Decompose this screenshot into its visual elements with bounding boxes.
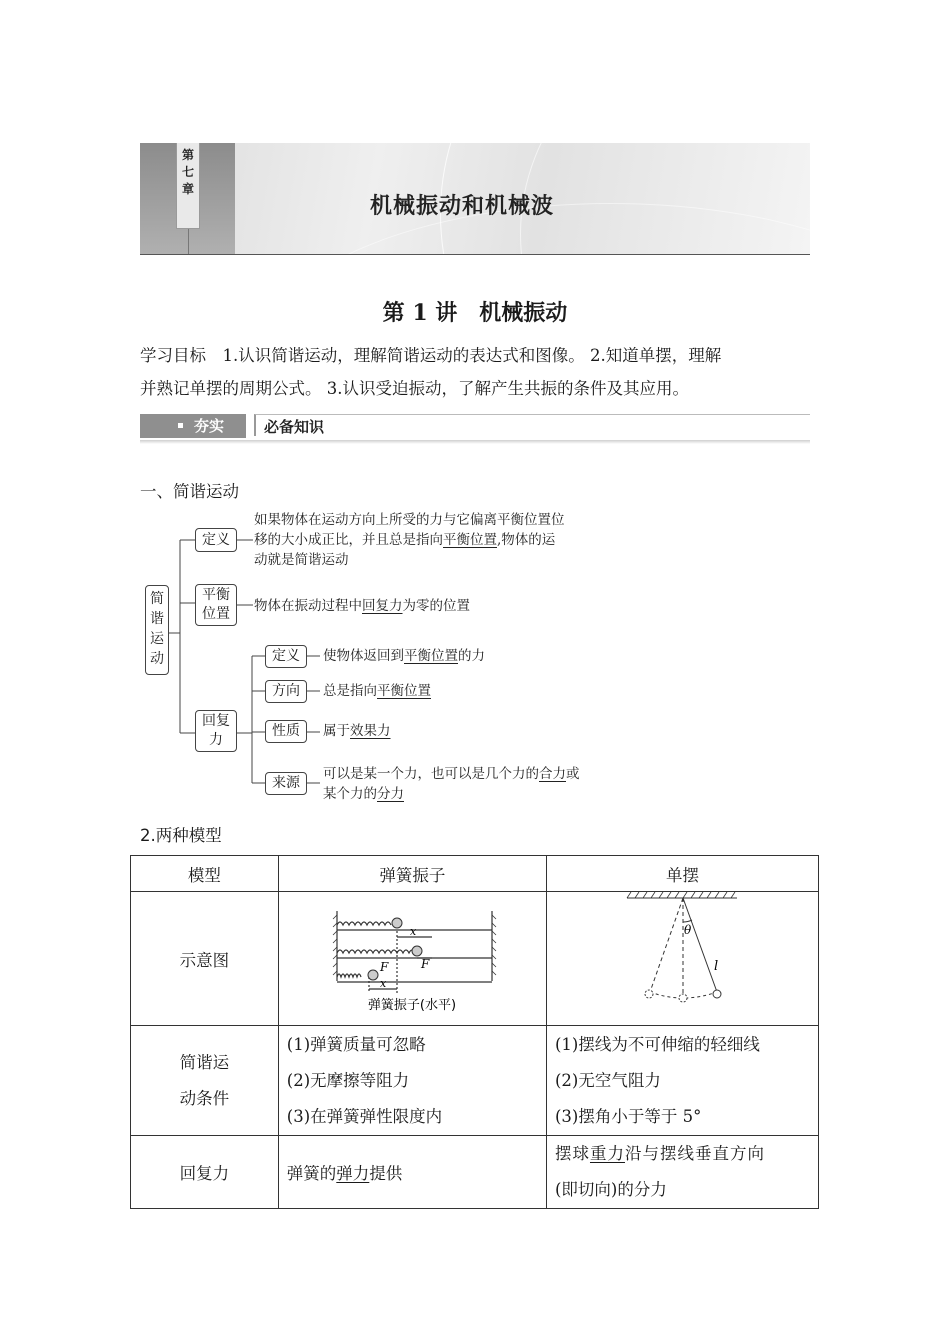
row-label: 示意图 <box>131 892 279 1026</box>
root-char: 运 <box>150 631 164 647</box>
chapter-title: 机械振动和机械波 <box>370 194 555 219</box>
definition-text <box>254 510 624 570</box>
table-row <box>131 892 819 1026</box>
label-l: l <box>713 959 719 974</box>
heading-simple-harmonic: 一、简谐运动 <box>140 482 239 501</box>
root-char: 简 <box>150 591 164 607</box>
equilibrium-text: 物体在振动过程中回复力为零的位置 <box>254 598 470 614</box>
chapter-char: 七 <box>181 165 194 179</box>
rf-nature-text: 属于效果力 <box>323 723 391 739</box>
answer-blank: 重力 <box>589 1144 625 1163</box>
root-node <box>145 585 169 675</box>
node-restoring-force: 回复 力 <box>195 710 237 752</box>
list-item: (1)弹簧质量可忽略 <box>286 1034 426 1054</box>
node-rf-direction: 方向 <box>265 680 307 703</box>
list-item: (3)在弹簧弹性限度内 <box>286 1106 443 1126</box>
banner-tab-line <box>188 229 189 254</box>
node-equilibrium: 平衡 位置 <box>195 584 237 626</box>
objectives-line-1: 学习目标 1.认识简谐运动，理解简谐运动的表达式和图像。 2.知道单摆，理解 <box>140 346 722 365</box>
definition-line: 如果物体在运动方向上所受的力与它偏离平衡位置位 <box>254 512 565 528</box>
header-cell: 弹簧振子 <box>278 856 546 892</box>
table-row <box>131 1136 819 1209</box>
pendulum-diagram-cell <box>546 892 818 1026</box>
section-bar <box>140 414 810 438</box>
node-rf-definition: 定义 <box>265 645 307 668</box>
heading-two-models: 2.两种模型 <box>140 826 222 845</box>
label-x: x <box>410 925 417 938</box>
spring-caption: 弹簧振子(水平) <box>368 998 457 1013</box>
answer-blank: 分力 <box>377 786 404 802</box>
answer-blank: 合力 <box>539 766 566 782</box>
answer-blank: 平衡位置 <box>404 648 458 664</box>
list-item: (1)摆线为不可伸缩的轻细线 <box>554 1034 760 1054</box>
pendulum-diagram <box>547 892 818 1025</box>
label-F: F <box>380 960 389 974</box>
section-shadow <box>140 440 810 444</box>
chapter-char: 章 <box>181 182 194 196</box>
rf-direction-text: 总是指向平衡位置 <box>323 683 431 699</box>
lesson-title: 第 1 讲 机械振动 <box>382 300 568 326</box>
root-char: 动 <box>150 651 164 667</box>
list-item: (2)无空气阻力 <box>554 1070 661 1090</box>
pendulum-force-cell: 摆球重力沿与摆线垂直方向 (即切向)的分力 <box>546 1136 818 1209</box>
row-label: 回复力 <box>131 1136 279 1209</box>
rf-definition-text: 使物体返回到平衡位置的力 <box>323 648 485 664</box>
spring-force-cell: 弹簧的弹力提供 <box>278 1136 546 1209</box>
node-definition: 定义 <box>195 528 237 552</box>
bullet-icon <box>178 423 183 428</box>
chapter-banner <box>140 143 810 255</box>
rf-source-text: 可以是某一个力，也可以是几个力的合力或 某个力的分力 <box>323 766 580 802</box>
pendulum-conditions-cell <box>546 1026 818 1136</box>
section-label: 必备知识 <box>254 414 810 436</box>
node-rf-nature: 性质 <box>265 720 307 743</box>
list-item: (3)摆角小于等于 5° <box>554 1106 702 1126</box>
answer-blank: 平衡位置 <box>443 532 497 548</box>
table-header-row <box>131 856 819 892</box>
chapter-char: 第 <box>181 148 194 162</box>
answer-blank: 效果力 <box>350 723 391 739</box>
section-tag-label: 夯实 <box>194 417 225 435</box>
answer-blank: 平衡位置 <box>377 683 431 699</box>
root-char: 谐 <box>150 611 164 627</box>
definition-line: 动就是简谐运动 <box>254 552 349 568</box>
section-tag <box>140 414 246 438</box>
spring-conditions-cell <box>278 1026 546 1136</box>
list-item: (2)无摩擦等阻力 <box>286 1070 410 1090</box>
spring-diagram-cell <box>278 892 546 1026</box>
header-cell: 模型 <box>131 856 279 892</box>
objectives-line-2: 并熟记单摆的周期公式。 3.认识受迫振动，了解产生共振的条件及其应用。 <box>140 379 689 398</box>
models-table <box>130 855 819 1209</box>
learning-objectives <box>140 339 812 405</box>
answer-blank: 回复力 <box>362 598 403 614</box>
label-x: x <box>380 977 387 990</box>
label-theta: θ <box>683 923 692 937</box>
answer-blank: 弹力 <box>336 1164 370 1183</box>
chapter-tab <box>176 143 200 229</box>
definition-line: 移的大小成正比，并且总是指向平衡位置,物体的运 <box>254 532 556 548</box>
spring-oscillator-diagram <box>317 901 507 1016</box>
label-F: F <box>421 957 430 971</box>
row-label: 简谐运 动条件 <box>131 1026 279 1136</box>
header-cell: 单摆 <box>546 856 818 892</box>
node-rf-source: 来源 <box>265 772 307 795</box>
table-row <box>131 1026 819 1136</box>
concept-map <box>140 505 620 810</box>
